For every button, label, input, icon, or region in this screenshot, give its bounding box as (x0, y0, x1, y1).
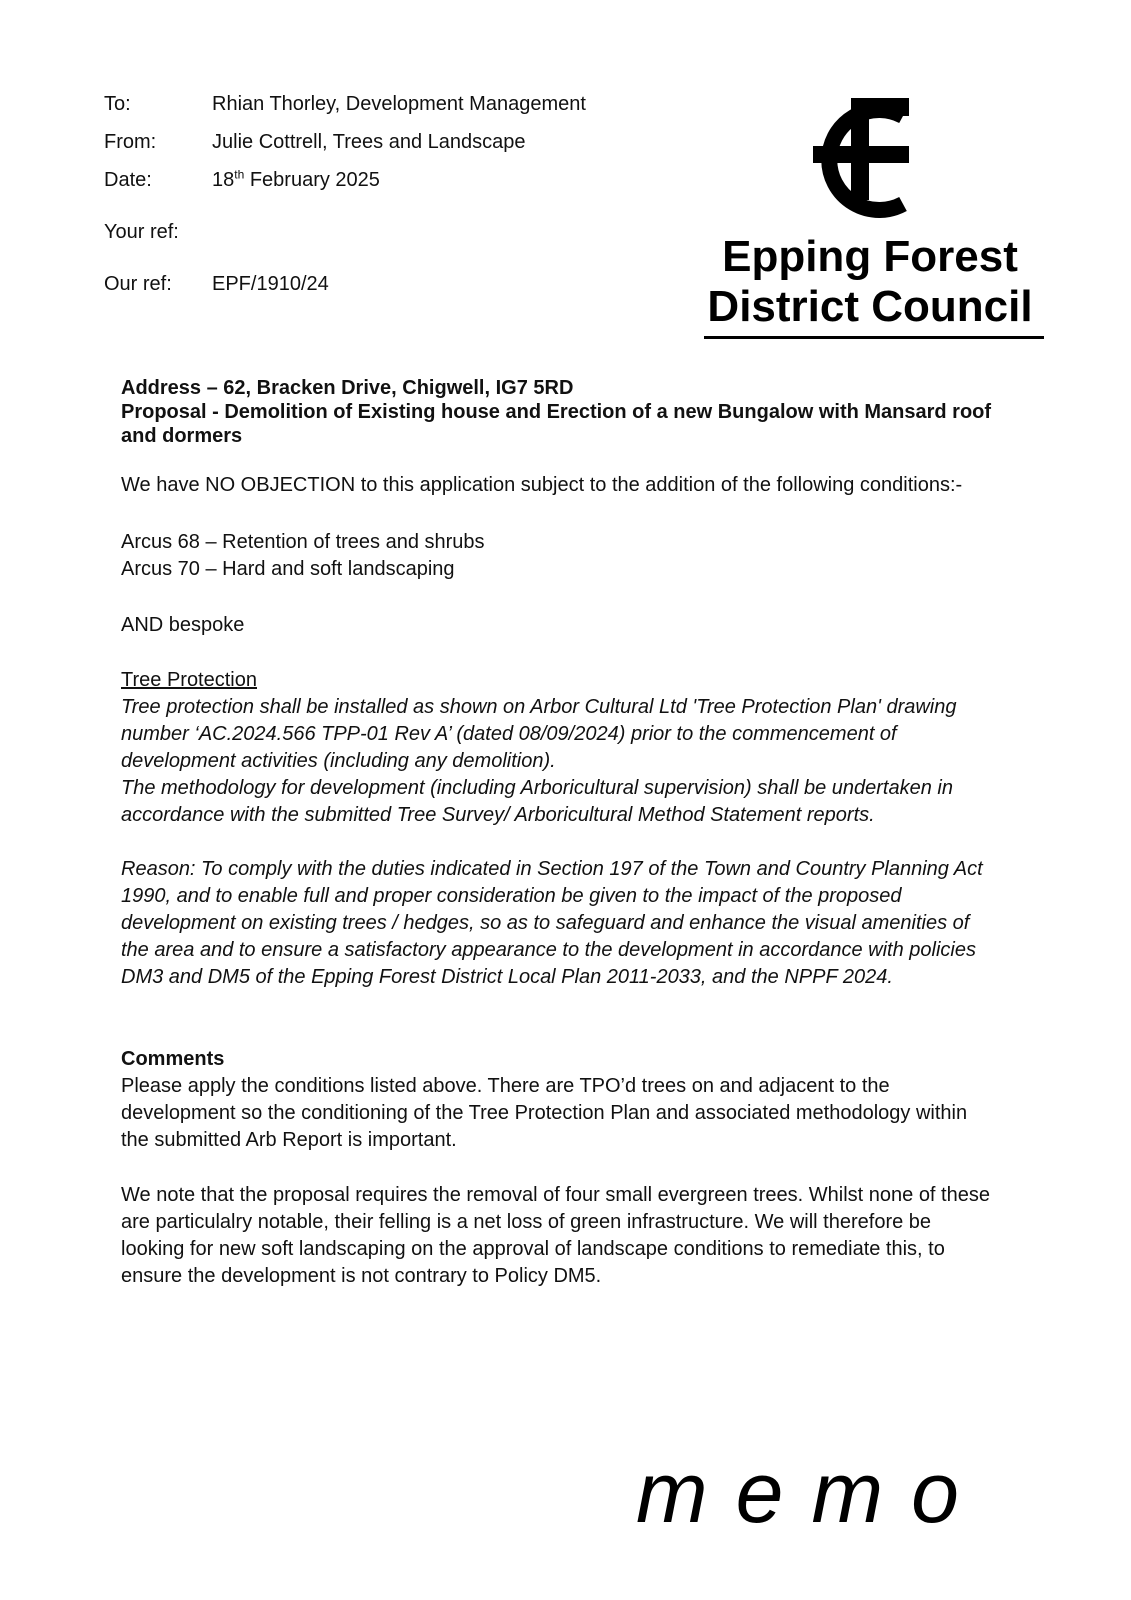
your-ref-label: Your ref: (104, 221, 179, 243)
comments-heading: Comments (121, 1048, 225, 1070)
council-name-line2: District Council (707, 282, 1033, 331)
memo-footer: memo (636, 1445, 987, 1541)
to-value: Rhian Thorley, Development Management (212, 93, 586, 115)
date-row (104, 168, 380, 192)
condition-item: Arcus 70 – Hard and soft landscaping (121, 558, 455, 580)
date-suffix: th (234, 167, 245, 182)
intro-text: We have NO OBJECTION to this application subject to the addition of the following conditions:- (121, 474, 963, 496)
reason-text: Reason: To comply with the duties indicated in Section 197 of the Town and Country Planning Act 1990, and to enable full and proper consideration be given to the impact of the proposed development on existing trees / hedges, so as to safeguard and enhance the visual amenities of the area and to ensure a satisfactory appearance to the development in accordance with policies DM3 and DM5 of the Epping Forest District Local Plan 2011-2033, and the NPPF 2024. (121, 858, 983, 988)
council-emblem-icon (805, 90, 925, 230)
council-name (700, 232, 1040, 332)
conditions-list (121, 529, 1021, 583)
date-day: 18 (212, 169, 235, 191)
condition-item: Arcus 68 – Retention of trees and shrubs (121, 531, 485, 553)
from-label: From: (104, 131, 157, 153)
date-rest: February 2025 (244, 169, 380, 191)
subject-proposal: Proposal - Demolition of Existing house and Erection of a new Bungalow with Mansard roof and dormers (121, 401, 992, 447)
your-ref-row (104, 220, 212, 244)
our-ref-row (104, 272, 329, 296)
bespoke-text: AND bespoke (121, 614, 245, 636)
subject-address: Address – 62, Bracken Drive, Chigwell, IG7 5RD (121, 377, 574, 399)
from-value: Julie Cottrell, Trees and Landscape (212, 131, 526, 153)
tree-protection-heading: Tree Protection (121, 669, 257, 691)
tree-protection-text: Tree protection shall be installed as shown on Arbor Cultural Ltd 'Tree Protection Plan' drawing number ‘AC.2024.566 TPP-01 Rev A’ (dated 08/09/2024) prior to the commencement of development activities (including any demolition). (121, 696, 957, 772)
council-name-line1: Epping Forest (722, 232, 1018, 281)
subject-block (121, 376, 1001, 448)
from-row (104, 130, 526, 154)
tree-protection-section (121, 667, 991, 829)
methodology-text: The methodology for development (including Arboricultural supervision) shall be undertaken in accordance with the submitted Tree Survey/ Arboricultural Method Statement reports. (121, 777, 953, 826)
logo-underline (704, 336, 1044, 339)
date-label: Date: (104, 169, 152, 191)
to-row (104, 92, 586, 116)
comments-paragraph: Please apply the conditions listed above. There are TPO’d trees on and adjacent to the development so the conditioning of the Tree Protection Plan and associated methodology within the submitted Arb Report is important. (121, 1075, 968, 1151)
date-value (212, 168, 380, 192)
our-ref-label: Our ref: (104, 273, 172, 295)
to-label: To: (104, 93, 131, 115)
comments-paragraph-2: We note that the proposal requires the removal of four small evergreen trees. Whilst none of these are particulalry notable, their felling is a net loss of green infrastructure. We will therefore be looking for new soft landscaping on the approval of landscape conditions to remediate this, to ensure the development is not contrary to Policy DM5. (121, 1184, 990, 1287)
comments-section (121, 1046, 981, 1154)
our-ref-value: EPF/1910/24 (212, 273, 329, 295)
